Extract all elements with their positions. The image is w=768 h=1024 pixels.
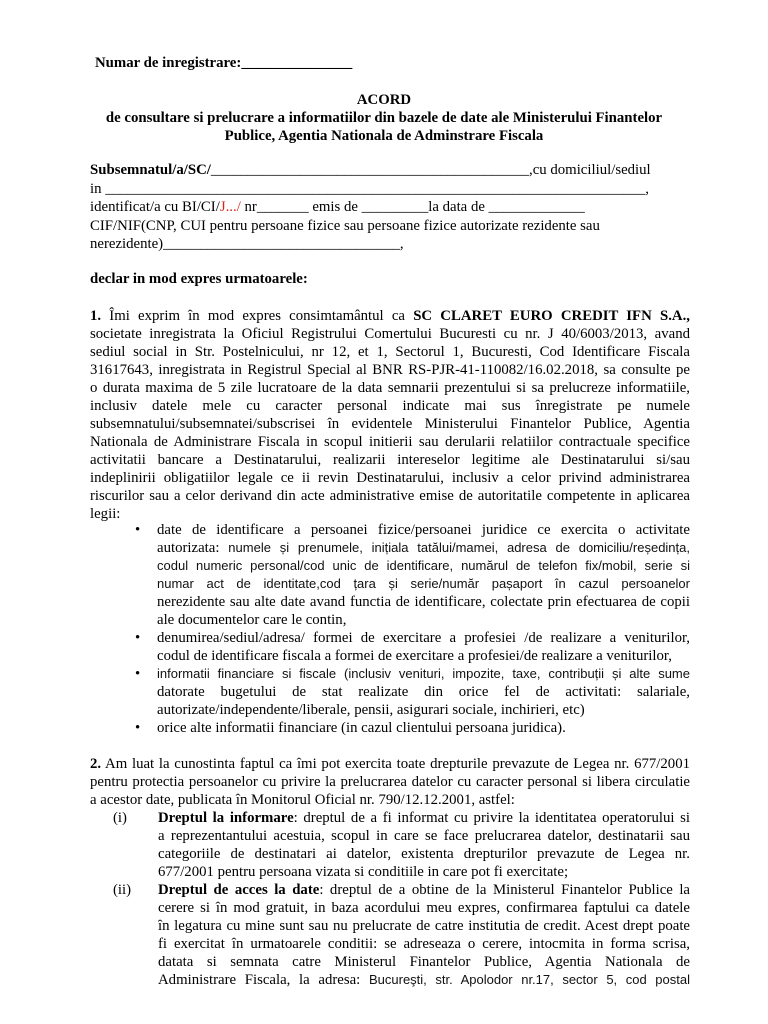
rights-line bbox=[158, 899, 690, 917]
bullet-item bbox=[135, 665, 690, 719]
identity-line bbox=[90, 161, 690, 180]
bold-text: Dreptul de acces la date bbox=[158, 882, 320, 898]
title-subtitle-line: Publice, Agentia Nationala de Adminstrare Fiscala bbox=[224, 128, 544, 144]
identity-line bbox=[90, 198, 690, 217]
text-run: codul de identificare fiscala a formei de exercitare a profesiei/de realizare a veniturilor, bbox=[157, 648, 672, 664]
bullet-item bbox=[135, 629, 690, 665]
rights-item bbox=[113, 881, 690, 989]
section-2-intro bbox=[90, 755, 690, 809]
paragraph-line bbox=[90, 791, 690, 809]
text-run: legii: bbox=[90, 506, 121, 522]
bullet-line bbox=[157, 629, 690, 647]
text-run: Administrare Fiscala, la adresa: bbox=[158, 972, 369, 988]
bullet-line bbox=[157, 719, 690, 737]
text-run: in _________________________________________________________________________, bbox=[90, 180, 649, 197]
text-run: pentru protectia persoanelor cu privire la prelucrarea datelor cu caracter personal si libera circulatie bbox=[90, 774, 690, 790]
paragraph-line bbox=[90, 755, 690, 773]
bullet-point-icon: • bbox=[135, 522, 141, 538]
text-run: nerezidente sau alte date avand functia de identificare, colectate prin efectuarea de copii bbox=[157, 594, 690, 610]
alt-font-text: codul numeric personal/cod unic de identificare, numărul de telefon fix/mobil, serie si bbox=[157, 558, 690, 573]
title-subtitle-line: de consultare si prelucrare a informatiilor din bazele de date ale Ministerului Finantelor bbox=[105, 110, 663, 126]
rights-line bbox=[158, 971, 690, 989]
identity-line bbox=[90, 235, 690, 254]
bullet-line bbox=[157, 683, 690, 701]
rights-item bbox=[113, 809, 690, 881]
bold-text: 1. bbox=[90, 308, 102, 324]
rights-list bbox=[0, 809, 768, 989]
text-run: orice alte informatii financiare (in cazul clientului persoana juridica). bbox=[157, 720, 566, 736]
text-run: ale documentelor care le contin, bbox=[157, 612, 347, 628]
text-run: ___________________________________________,cu domiciliul/sediul bbox=[210, 162, 651, 178]
bullet-point-icon: • bbox=[135, 666, 141, 682]
data-categories-list bbox=[135, 521, 690, 737]
rights-line bbox=[158, 881, 690, 899]
declaration-heading: declar in mod expres urmatoarele: bbox=[90, 271, 308, 287]
paragraph-line bbox=[90, 397, 690, 415]
text-run: 677/2001 pentru persoana vizata si conditiile in care pot fi exercitate; bbox=[158, 864, 569, 880]
text-run: a acestor date, publicata în Monitorul Oficial nr. 790/12.12.2001, astfel: bbox=[90, 792, 515, 808]
text-run: în legatura cu mine sunt sau nu prelucrate de catre institutia de credit. Acest drept poate bbox=[158, 918, 690, 934]
rights-line bbox=[158, 809, 690, 827]
paragraph-line bbox=[90, 773, 690, 791]
text-run: nerezidente)________________________________, bbox=[90, 236, 404, 252]
paragraph-line bbox=[90, 307, 690, 325]
rights-line bbox=[158, 863, 690, 881]
text-run: activitatii bancare a Destinatarului, realizarii intereselor legitime ale Destinatarului si/sau bbox=[90, 452, 690, 468]
registration-blank: _______________ bbox=[241, 55, 353, 71]
bullet-line bbox=[157, 701, 690, 719]
list-marker: (ii) bbox=[113, 882, 132, 898]
bullet-point-icon: • bbox=[135, 630, 141, 646]
paragraph-line bbox=[90, 361, 690, 379]
registration-number bbox=[95, 54, 352, 72]
bold-text: Subsemnatul/a/SC/ bbox=[90, 162, 211, 178]
section-2 bbox=[0, 755, 768, 989]
text-run: autorizate/independente/liberale, pensii, asigurari sociale, inchirieri, etc) bbox=[157, 702, 585, 718]
text-run: date de identificare a persoanei fizice/persoanei juridice ce exercita o activitate bbox=[157, 522, 690, 538]
text-run: o durata maxima de 5 zile lucratoare de la data semnarii prezentului si sa prelucreze informatiile, bbox=[90, 380, 690, 396]
bullet-line bbox=[157, 593, 690, 611]
alt-font-text: numele și prenumele, inițiala tatălui/mamei, adresa de domiciliu/reședința, bbox=[228, 540, 690, 555]
document-title bbox=[0, 91, 768, 145]
text-run: Nationala de Administrare Fiscala in scopul initierii sau derularii relatiilor contractuale specifice bbox=[90, 434, 690, 450]
text-run: fi exercitat în urmatoarele conditii: se adreseaza o cerere, intocmita in forma scrisa, bbox=[158, 936, 690, 952]
bullet-line bbox=[157, 611, 690, 629]
rights-line bbox=[158, 827, 690, 845]
registration-label: Numar de inregistrare: bbox=[95, 55, 242, 71]
text-run: Am luat la cunostinta faptul ca îmi pot exercita toate drepturile prevazute de Legea nr. 677/2001 bbox=[101, 756, 690, 772]
paragraph-line bbox=[90, 325, 690, 343]
bold-text: 2. bbox=[90, 756, 102, 772]
text-run: sediul social in Str. Postelnicului, nr 12, et 1, Sectorul 1, Bucuresti, Cod Identificare Fiscala bbox=[90, 344, 690, 360]
text-run: cerere si în mod gratuit, in baza acordului meu expres, confirmarea faptului ca datele bbox=[158, 900, 690, 916]
bullet-item bbox=[135, 719, 690, 737]
bullet-line bbox=[157, 539, 690, 557]
rights-line bbox=[158, 917, 690, 935]
text-run: riscurilor sau a celor derivand din acte administrative emise de autoritatile competente in aplicarea bbox=[90, 488, 690, 504]
text-run: : dreptul de a fi informat cu privire la identitatea operatorului si bbox=[293, 810, 690, 826]
bullet-line bbox=[157, 521, 690, 539]
text-run: societate inregistrata la Oficiul Registrului Comertului Bucuresti cu nr. J 40/6003/2013, avand bbox=[90, 326, 690, 342]
paragraph-line bbox=[90, 451, 690, 469]
bullet-line bbox=[157, 575, 690, 593]
alt-font-text: informatii financiare si fiscale (inclusiv venituri, impozite, taxe, contribuții și alte sume bbox=[157, 666, 690, 681]
bullet-line bbox=[157, 557, 690, 575]
alt-font-text: numar act de identitate,cod țara și serie/număr pașaport în cazul persoanelor bbox=[157, 576, 690, 591]
text-run: nr_______ emis de _________la data de _____________ bbox=[240, 199, 585, 215]
bold-text: SC CLARET EURO CREDIT IFN S.A., bbox=[413, 308, 690, 324]
text-run: datata si semnata catre Ministerul Finantelor Publice, Agentia Nationala de bbox=[158, 954, 690, 970]
paragraph-line bbox=[90, 469, 690, 487]
section-1-paragraph bbox=[90, 307, 690, 523]
identity-line bbox=[90, 180, 690, 199]
text-run: denumirea/sediul/adresa/ formei de exercitare a profesiei /de realizare a veniturilor, bbox=[157, 630, 690, 646]
text-run: inclusiv datele mele cu caracter personal indicate mai sus înregistrate pe numele bbox=[90, 398, 690, 414]
text-run: 31617643, inregistrata in Registrul Special al BNR RS-PJR-41-110082/16.02.2018, sa consulte pe bbox=[90, 362, 690, 378]
bullet-line bbox=[157, 647, 690, 665]
text-run: : dreptul de a obtine de la Ministerul Finantelor Publice la bbox=[319, 882, 690, 898]
rights-line bbox=[158, 935, 690, 953]
list-marker: (i) bbox=[113, 810, 127, 826]
identity-line bbox=[90, 217, 690, 236]
alt-font-text: Bucureşti, str. Apolodor nr.17, sector 5, cod postal bbox=[368, 972, 690, 987]
bullet-line bbox=[157, 665, 690, 683]
text-run: autorizata: bbox=[157, 540, 229, 556]
text-run: identificat/a cu BI/CI/ bbox=[90, 199, 220, 215]
paragraph-line bbox=[90, 487, 690, 505]
rights-line bbox=[158, 845, 690, 863]
paragraph-line bbox=[90, 379, 690, 397]
text-run: CIF/NIF(CNP, CUI pentru persoane fizice sau persoane fizice autorizate rezidente sau bbox=[90, 217, 600, 234]
bold-text: Dreptul la informare bbox=[158, 810, 294, 826]
paragraph-line bbox=[90, 433, 690, 451]
text-run: categoriile de destinatari ai datelor, existenta drepturilor prevazute de Legea nr. bbox=[158, 846, 690, 862]
text-run: Îmi exprim în mod expres consimtamântul ca bbox=[101, 308, 414, 324]
text-run: a reprezentantului acestuia, scopul in care se face prelucrarea datelor, destinatarii sau bbox=[158, 828, 690, 844]
highlighted-text: J.../ bbox=[219, 199, 241, 215]
text-run: datorate bugetului de stat realizate din orice fel de activitati: salariale, bbox=[157, 684, 690, 700]
identity-section bbox=[90, 161, 690, 254]
rights-line bbox=[158, 953, 690, 971]
bullet-point-icon: • bbox=[135, 720, 141, 736]
paragraph-line bbox=[90, 415, 690, 433]
text-run: subsemnatului/subsemnatei/subscrisei în evidentele Ministerului Finantelor Publice, Agentia bbox=[90, 416, 690, 432]
title-heading: ACORD bbox=[356, 92, 412, 108]
text-run: indeplinirii obligatiilor legale ce ii revin Destinatarului, inclusiv a celor privind administrarea bbox=[90, 470, 690, 486]
bullet-item bbox=[135, 521, 690, 629]
paragraph-line bbox=[90, 343, 690, 361]
